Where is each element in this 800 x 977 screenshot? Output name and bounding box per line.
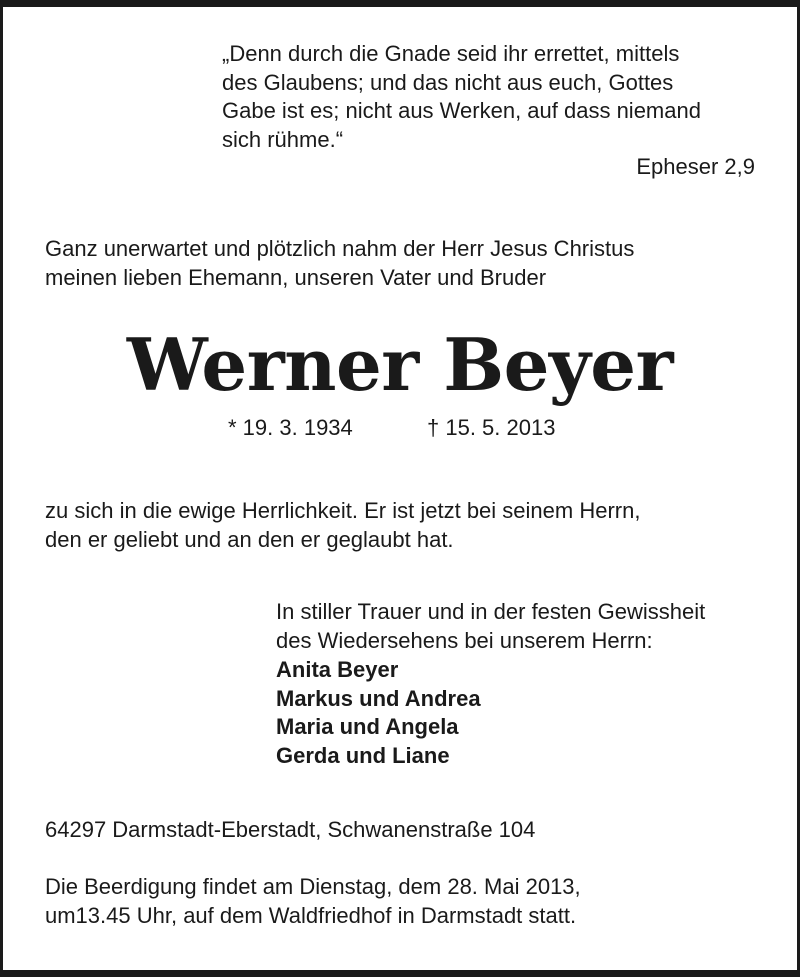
mourning-line: In stiller Trauer und in der festen Gewissheit [276,599,706,624]
birth-date: * 19. 3. 1934 [228,415,353,440]
funeral-line: um13.45 Uhr, auf dem Waldfriedhof in Darmstadt statt. [45,902,577,928]
death-date: † 15. 5. 2013 [427,415,556,440]
funeral-line: Die Beerdigung findet am Dienstag, dem 28. Mai 2013, [45,874,581,899]
intro-line: Ganz unerwartet und plötzlich nahm der Herr Jesus Christus [45,236,635,261]
mourning-line: des Wiedersehens bei unserem Herrn: [276,627,653,653]
bible-quote [222,40,701,154]
quote-line: Gabe ist es; nicht aus Werken, auf dass niemand [222,98,701,123]
quote-reference: Epheser 2,9 [636,154,755,179]
mourning-text [276,598,705,655]
mourner-name: Gerda und Liane [276,742,450,768]
intro-text [45,235,634,292]
mourner-name: Anita Beyer [276,657,399,682]
quote-line: „Denn durch die Gnade seid ihr errettet, mittels [222,41,680,66]
mourner-name: Markus und Andrea [276,685,481,711]
mourner-list [276,656,481,770]
quote-line: sich rühme.“ [222,126,344,152]
mourner-name: Maria und Angela [276,714,459,739]
deceased-name: Werner Beyer [126,322,674,407]
passage-line: den er geliebt und an den er geglaubt hat. [45,526,454,552]
family-address: 64297 Darmstadt-Eberstadt, Schwanenstraße 104 [45,817,536,842]
quote-line: des Glaubens; und das nicht aus euch, Gottes [222,69,674,95]
funeral-details [45,873,581,930]
passage-text [45,497,755,554]
intro-line: meinen lieben Ehemann, unseren Vater und Bruder [45,264,547,290]
passage-line: zu sich in die ewige Herrlichkeit. Er ist jetzt bei seinem Herrn, [45,498,641,523]
